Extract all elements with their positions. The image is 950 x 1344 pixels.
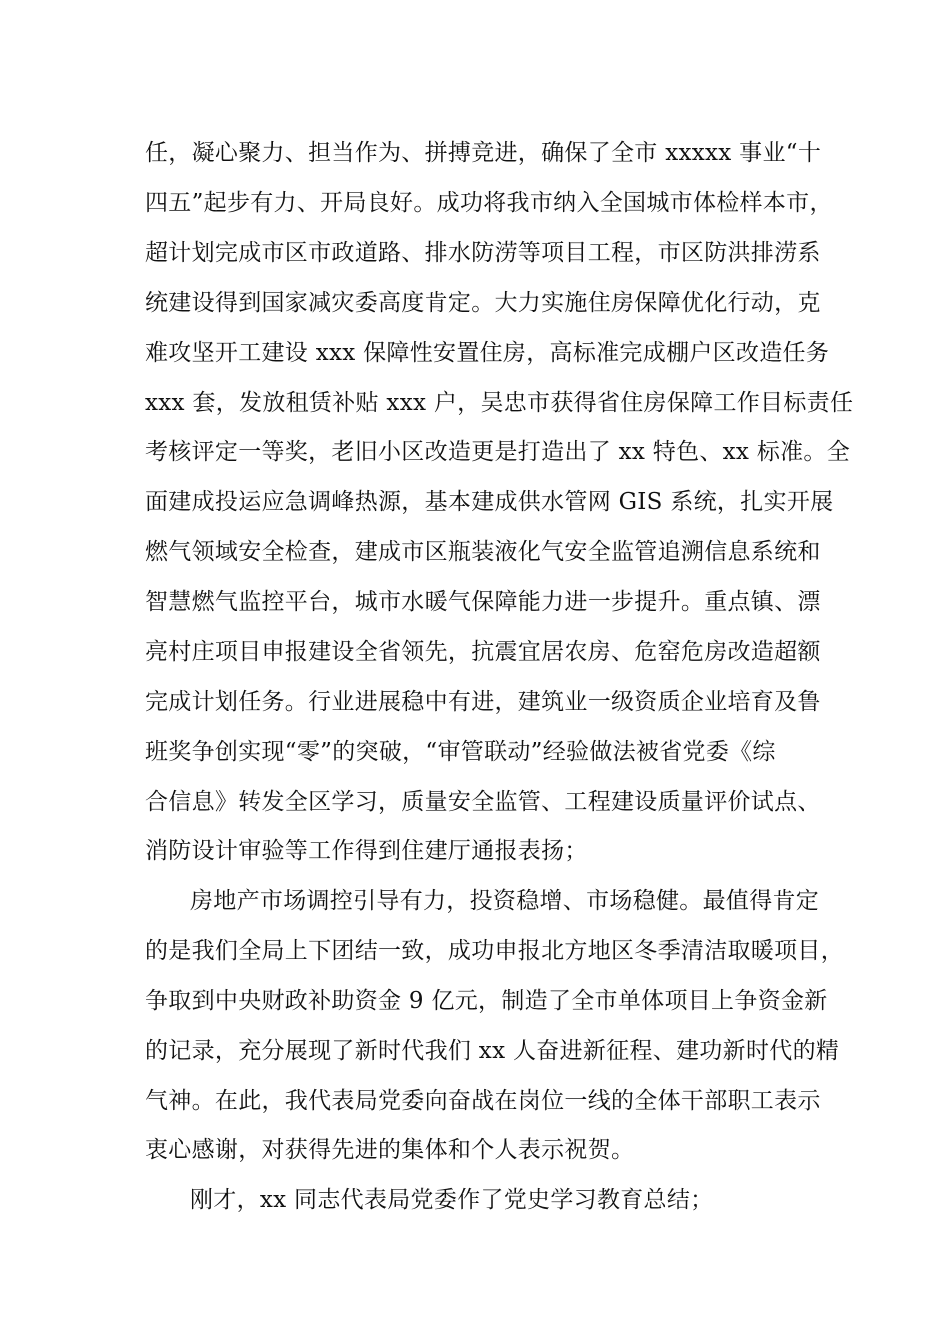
text-line: 房地产市场调控引导有力，投资稳增、市场稳健。最值得肯定 xyxy=(190,888,820,914)
text-line: 面建成投运应急调峰热源，基本建成供水管网 GIS 系统，扎实开展 xyxy=(145,489,834,515)
text-line: 超计划完成市区市政道路、排水防涝等项目工程，市区防洪排涝系 xyxy=(145,240,821,266)
text-line: 气神。在此，我代表局党委向奋战在岗位一线的全体干部职工表示 xyxy=(145,1088,821,1114)
text-line: 的记录，充分展现了新时代我们 xx 人奋进新征程、建功新时代的精 xyxy=(145,1038,840,1064)
text-line: 消防设计审验等工作得到住建厅通报表扬； xyxy=(145,838,588,864)
text-line: 亮村庄项目申报建设全省领先，抗震宜居农房、危窑危房改造超额 xyxy=(145,639,821,665)
text-line: 燃气领域安全检查，建成市区瓶装液化气安全监管追溯信息系统和 xyxy=(145,539,821,565)
text-line: 合信息》转发全区学习，质量安全监管、工程建设质量评价试点、 xyxy=(145,789,821,815)
text-line: 刚才，xx 同志代表局党委作了党史学习教育总结； xyxy=(190,1187,714,1213)
text-line: 难攻坚开工建设 xxx 保障性安置住房，高标准完成棚户区改造任务 xyxy=(145,340,830,366)
text-line: 任，凝心聚力、担当作为、拼搏竞进，确保了全市 xxxxx 事业“十 xyxy=(145,140,822,166)
text-line: 四五”起步有力、开局良好。成功将我市纳入全国城市体检样本市， xyxy=(145,190,833,216)
text-line: 争取到中央财政补助资金 9 亿元，制造了全市单体项目上争资金新 xyxy=(145,988,828,1014)
text-line: 的是我们全局上下团结一致，成功申报北方地区冬季清洁取暖项目， xyxy=(145,938,844,964)
text-line: 衷心感谢，对获得先进的集体和个人表示祝贺。 xyxy=(145,1137,635,1163)
text-line: 班奖争创实现“零”的突破，“审管联动”经验做法被省党委《综 xyxy=(145,739,776,765)
text-line: 统建设得到国家减灾委高度肯定。大力实施住房保障优化行动，克 xyxy=(145,290,821,316)
text-line: 智慧燃气监控平台，城市水暖气保障能力进一步提升。重点镇、漂 xyxy=(145,589,821,615)
text-line: 完成计划任务。行业进展稳中有进，建筑业一级资质企业培育及鲁 xyxy=(145,689,821,715)
text-line: xxx 套，发放租赁补贴 xxx 户，吴忠市获得省住房保障工作目标责任 xyxy=(145,390,854,416)
text-line: 考核评定一等奖，老旧小区改造更是打造出了 xx 特色、xx 标准。全 xyxy=(145,439,851,465)
